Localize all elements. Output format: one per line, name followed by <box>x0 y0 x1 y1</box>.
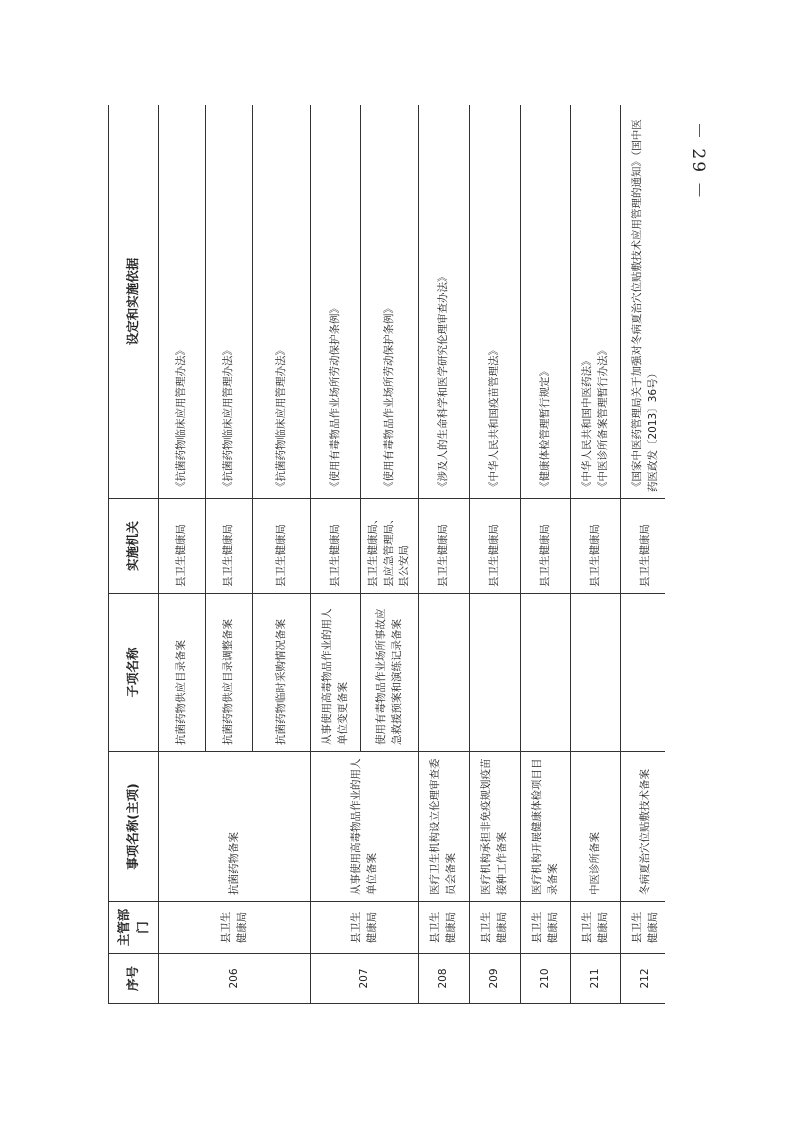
row-sub-item: 抗菌药物供应目录调整备案 <box>206 594 253 752</box>
table-row <box>521 105 571 1004</box>
row-agency: 县卫生健康局 <box>206 499 253 594</box>
row-main-item: 医疗机构承担非免疫规划疫苗接种工作备案 <box>470 752 521 902</box>
header-number: 序号 <box>109 954 159 1004</box>
row-department: 县卫生健康局 <box>621 902 666 954</box>
row-basis: 《抗菌药物临床应用管理办法》 <box>253 105 311 499</box>
row-department: 县卫生健康局 <box>159 902 311 954</box>
rotated-table-container <box>108 105 665 1004</box>
header-agency: 实施机关 <box>109 499 159 594</box>
row-agency: 县卫生健康局 <box>159 499 206 594</box>
row-agency: 县卫生健康局、县应急管理局、县公安局 <box>361 499 419 594</box>
header-basis: 设定和实施依据 <box>109 105 159 499</box>
row-sub-item: 抗菌药物供应目录备案 <box>159 594 206 752</box>
row-department: 县卫生健康局 <box>470 902 521 954</box>
row-agency: 县卫生健康局 <box>419 499 470 594</box>
row-department: 县卫生健康局 <box>419 902 470 954</box>
row-sub-item <box>419 594 470 752</box>
row-number: 212 <box>621 954 666 1004</box>
row-department: 县卫生健康局 <box>571 902 621 954</box>
basis-line: 《中医诊所备案管理暂行办法》 <box>596 345 609 492</box>
row-department: 县卫生健康局 <box>521 902 571 954</box>
table-row <box>419 105 470 1004</box>
table-row <box>621 105 666 1004</box>
row-main-item: 医疗卫生机构设立伦理审查委员会备案 <box>419 752 470 902</box>
row-agency: 县卫生健康局 <box>621 499 666 594</box>
row-agency: 县卫生健康局 <box>571 499 621 594</box>
row-number: 209 <box>470 954 521 1004</box>
row-agency: 县卫生健康局 <box>253 499 311 594</box>
row-basis: 《中华人民共和国疫苗管理法》 <box>470 105 521 499</box>
page-number: － 29 － <box>688 122 708 201</box>
row-main-item: 从事使用高毒物品作业的用人单位备案 <box>311 752 419 902</box>
row-number: 208 <box>419 954 470 1004</box>
row-basis: 《国家中医药管理局关于加强对冬病夏治穴位贴敷技术应用管理的通知》（国中医药医政发〔2013〕36号） <box>621 105 666 499</box>
row-sub-item <box>521 594 571 752</box>
row-number: 207 <box>311 954 419 1004</box>
row-number: 211 <box>571 954 621 1004</box>
row-main-item: 中医诊所备案 <box>571 752 621 902</box>
row-sub-item <box>571 594 621 752</box>
table-header-row <box>109 105 159 1004</box>
row-agency: 县卫生健康局 <box>521 499 571 594</box>
row-main-item: 医疗机构开展健康体检项目目录备案 <box>521 752 571 902</box>
row-basis <box>571 105 621 499</box>
row-sub-item <box>470 594 521 752</box>
row-agency: 县卫生健康局 <box>311 499 361 594</box>
row-sub-item: 使用有毒物品作业场所事故应急救援预案和演练记录备案 <box>361 594 419 752</box>
records-table <box>108 105 665 1004</box>
basis-line: 《中华人民共和国中医药法》 <box>580 355 593 492</box>
row-sub-item: 抗菌药物临时采购情况备案 <box>253 594 311 752</box>
row-sub-item: 从事使用高毒物品作业的用人单位变更备案 <box>311 594 361 752</box>
header-sub-item: 子项名称 <box>109 594 159 752</box>
table-row <box>571 105 621 1004</box>
row-sub-item <box>621 594 666 752</box>
header-main-item: 事项名称(主项) <box>109 752 159 902</box>
row-agency: 县卫生健康局 <box>470 499 521 594</box>
row-basis: 《涉及人的生命科学和医学研究伦理审查办法》 <box>419 105 470 499</box>
header-department: 主管部门 <box>109 902 159 954</box>
row-number: 210 <box>521 954 571 1004</box>
table-row <box>311 105 361 1004</box>
row-department: 县卫生健康局 <box>311 902 419 954</box>
row-basis: 《使用有毒物品作业场所劳动保护条例》 <box>361 105 419 499</box>
row-basis: 《使用有毒物品作业场所劳动保护条例》 <box>311 105 361 499</box>
table-row <box>159 105 206 1004</box>
row-basis: 《抗菌药物临床应用管理办法》 <box>159 105 206 499</box>
row-main-item: 冬病夏治穴位贴敷技术备案 <box>621 752 666 902</box>
row-number: 206 <box>159 954 311 1004</box>
row-main-item: 抗菌药物备案 <box>159 752 311 902</box>
row-basis: 《抗菌药物临床应用管理办法》 <box>206 105 253 499</box>
rotated-table-frame <box>108 105 665 1004</box>
row-basis: 《健康体检管理暂行规定》 <box>521 105 571 499</box>
table-row <box>470 105 521 1004</box>
